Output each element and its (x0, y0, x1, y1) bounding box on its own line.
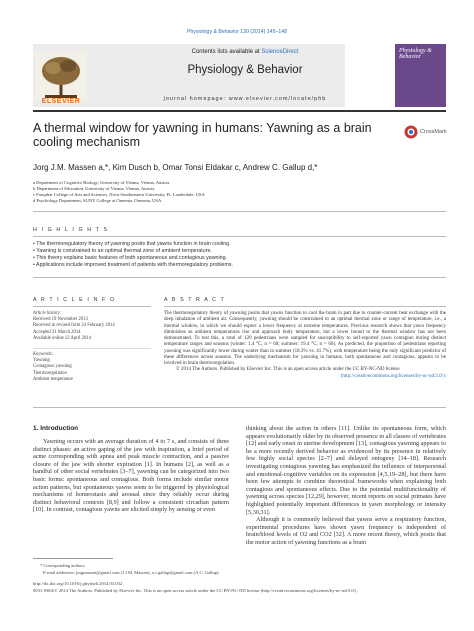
intro-paragraph: Although it is commonly believed that yawns serve a respiratory function, experimental procedures have shown yawn frequency is independent of brain/blood levels of O2 and CO2 [32]. A more recent theory, which posits that the motor action of yawning functions as a brain (246, 516, 446, 546)
crossmark-badge[interactable] (402, 121, 448, 147)
history-entry: Accepted 31 March 2014 (33, 329, 81, 335)
keywords-label: Keywords: (33, 352, 54, 357)
article-title: A thermal window for yawning in humans: Yawning as a brain cooling mechanism (33, 121, 372, 149)
header-rule (33, 110, 446, 112)
highlight-item: • Applications include improved treatment of patients with thermoregulatory problems. (33, 262, 233, 268)
article-info-rule (33, 306, 151, 307)
highlight-item: • This theory explains basic features of both spontaneous and contagious yawning. (33, 255, 228, 261)
history-entry: Received in revised form 24 February 2014 (33, 323, 115, 329)
abstract-rule (164, 306, 446, 307)
journal-homepage[interactable]: journal homepage: www.elsevier.com/locate/phb (163, 96, 327, 102)
section-heading-introduction: 1. Introduction (33, 425, 79, 432)
publisher-name: ELSEVIER (41, 98, 81, 105)
highlights-mid-rule (33, 236, 446, 237)
highlights-bottom-rule (33, 277, 446, 278)
history-entry: Available online 12 April 2014 (33, 335, 91, 341)
history-label: Article history: (33, 311, 62, 316)
license-link[interactable]: (http://creativecommons.org/licenses/by-nc-nd/3.0/). (340, 373, 446, 379)
highlight-item: • The thermoregulatory theory of yawning posits that yawns function in brain cooling. (33, 241, 231, 247)
history-entry: Received 19 November 2013 (33, 317, 88, 323)
highlight-item: • Yawning is constrained to an optimal thermal zone of ambient temperature. (33, 248, 212, 254)
crossmark-icon (404, 125, 418, 139)
keyword: Yawning (33, 358, 50, 364)
keyword: Thermoregulation (33, 370, 67, 376)
abstract-text: The thermoregulatory theory of yawning posits that yawns function to cool the brain in part due to counter-current heat exchange with the deep inhalation of ambient air. Consequently, yawning should be constrained to an optimal thermal zone or range of temperature, i.e., a thermal window, in which we should expect a lower frequency at extreme temperatures. Previous research shows that yawn frequency diminishes as ambient temperatures rise and approach body temperature, but a lower bound to the thermal window has not been demonstrated. To test this, a total of 120 pedestrians were sampled for susceptibility to self-reported yawn contagion during distinct temperature ranges and seasons (winter: 1.4 °C, n = 60; summer: 19.4 °C, n = 60). As predicted, the proportion of pedestrians reporting yawning was significantly lower during winter than in summer (18.3% vs. 41.7%), with temperature being the only significant predictor of these differences across seasons. The underlying mechanism for yawning in humans, both spontaneous and contagious, appears to be involved in brain thermoregulation. (164, 311, 446, 366)
abstract-bottom-rule (33, 407, 446, 408)
journal-title: Physiology & Behavior (187, 64, 303, 76)
footnote-rule (33, 558, 113, 559)
license-footer: 0031-9384/© 2014 The Authors. Published by Elsevier Inc. This is an open access article under the CC BY-NC-ND license (http://creativecommons.org/licenses/by-nc-nd/3.0/). (33, 588, 358, 593)
intro-paragraph: Yawning occurs with an average duration of 4 to 7 s, and consists of three distinct phases: an active gaping of the jaw with inspiration, a brief period of acme corresponding with apnea and peak muscle contraction, and a passive closure of the jaw with shorter expiration [1]. In humans [2], as well as a handful of other social vertebrates [3–7], yawning can be categorized into two basic forms: spontaneous and contagious. Both forms include similar motor action patterns, but spontaneous yawns seem to be triggered by physiological mechanisms of homeostasis and arousal since they reliably occur during distinct behavioral contexts [8,9] and follow a consistent circadian pattern [10]. In contrast, contagious yawns are elicited simply by sensing or even (33, 438, 229, 514)
highlights-heading: H I G H L I G H T S (33, 227, 109, 233)
crossmark-label: CrossMark (420, 129, 447, 135)
doi-link[interactable]: http://dx.doi.org/10.1016/j.physbeh.2014.03.032 (33, 581, 123, 586)
affiliation-a: a Department of Cognitive Biology, University of Vienna, Vienna, Austria (33, 180, 170, 185)
article-info-heading: A R T I C L E I N F O (33, 297, 116, 303)
sciencedirect-link[interactable]: ScienceDirect (261, 49, 299, 55)
journal-cover-thumbnail (395, 44, 446, 107)
contents-line (120, 49, 370, 55)
keyword: Contagious yawning (33, 364, 72, 370)
corresponding-footnote: * Corresponding authors. (40, 563, 86, 568)
article-history (33, 311, 115, 342)
affiliation-b: b Department of Education, University of Vienna, Vienna, Austria (33, 186, 155, 191)
body-column-right (246, 425, 446, 547)
email-footnote: E-mail addresses: jorgmassen@gmail.com (J.J.M. Massen), a.c.gallup@gmail.com (A.C. Gallup). (43, 570, 220, 575)
contents-prefix: Contents lists available at (191, 49, 262, 55)
affiliation-c: c Farquhar College of Arts and Sciences, Nova Southeastern University, Ft. Lauderdale, USA (33, 192, 205, 197)
affiliation-d: d Psychology Department, SUNY College at Oneonta, Oneonta, USA (33, 198, 162, 203)
abstract-heading: A B S T R A C T (164, 297, 226, 303)
abstract-copyright: © 2014 The Authors. Published by Elsevier Inc. This is an open access article under the CC BY-NC-ND license (176, 367, 400, 373)
journal-reference: Physiology & Behavior 130 (2014) 145–148 (186, 29, 288, 35)
keyword: Ambient temperature (33, 376, 73, 382)
keywords-block (33, 352, 73, 383)
keywords-rule (33, 348, 151, 349)
intro-paragraph-continued: thinking about the action in others [11]. Unlike its spontaneous form, which appears evolutionarily older by its observed presence in all classes of vertebrates [12] and early onset in uterine development [13], contagious yawning appears to be a more recently derived behavior as evidenced by its presence in relatively few highly social species [2–7] and delayed ontogeny [14–18]. Research investigating contagious yawning has emphasized the influence of interpersonal and emotional-cognitive variables on its expression [4,5,19–28], but there have been few attempts to combine theoretical frameworks when explaining both contagious and spontaneous effects. Due to the potential multifunctionality of yawning across species [12,29], however, recent reports on social primates have highlighted potentially important differences in yawn morphology or intensity [5,30,31]. (246, 425, 446, 516)
body-column-left (33, 438, 229, 514)
elsevier-tree-logo-icon (35, 46, 87, 106)
highlights-top-rule (33, 211, 446, 212)
author-list: Jorg J.M. Massen a,*, Kim Dusch b, Omar Tonsi Eldakar c, Andrew C. Gallup d,* (33, 163, 318, 172)
abstract-body (164, 311, 446, 380)
cover-title: Physiology & Behavior (399, 48, 432, 60)
